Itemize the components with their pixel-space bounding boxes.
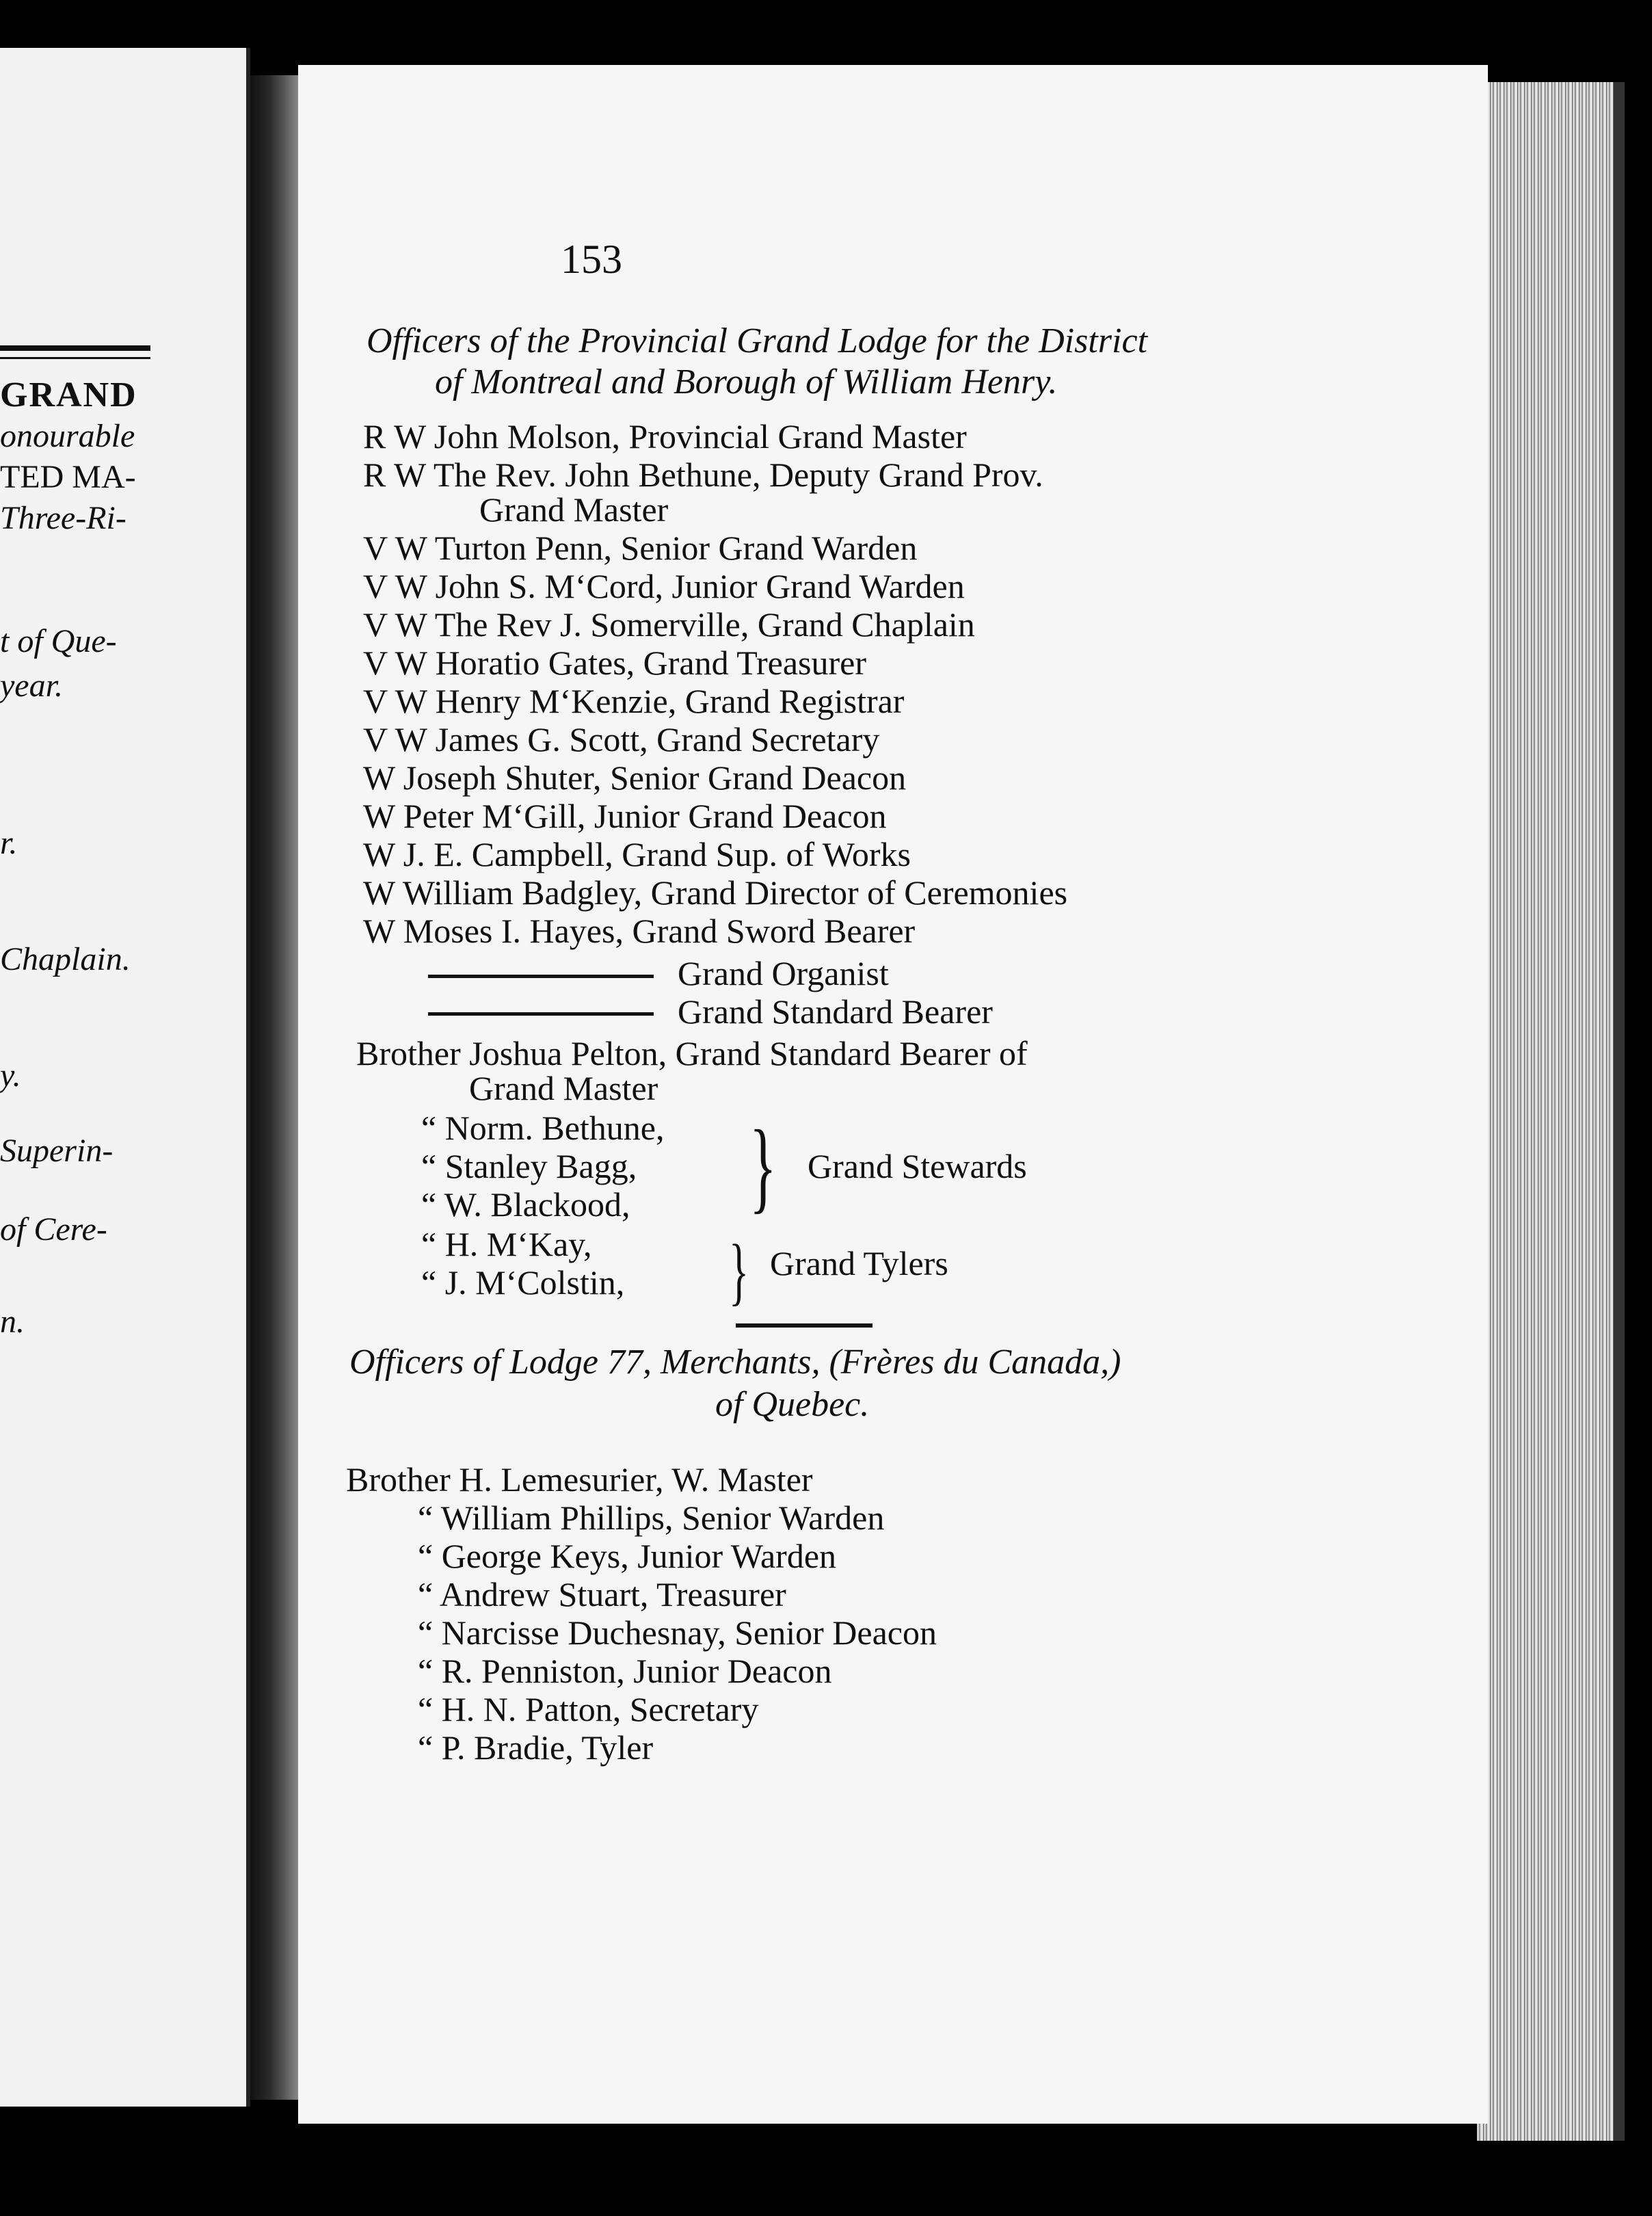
- vacant-office: Grand Organist: [678, 954, 889, 992]
- officer-line: V W Turton Penn, Senior Grand Warden: [363, 529, 918, 567]
- left-page-double-rule: [0, 345, 150, 351]
- tyler-line: “ H. M‘Kay,: [421, 1225, 592, 1263]
- officer-line: W Moses I. Hayes, Grand Sword Bearer: [363, 912, 916, 950]
- lodge-officer-line: “ Andrew Stuart, Treasurer: [418, 1575, 786, 1613]
- officer-line: W J. E. Campbell, Grand Sup. of Works: [363, 835, 911, 873]
- right-page: [298, 65, 1488, 2124]
- officer-line: W Joseph Shuter, Senior Grand Deacon: [363, 759, 907, 797]
- officer-line: V W John S. M‘Cord, Junior Grand Warden: [363, 567, 965, 605]
- left-page-line: of Cere-: [0, 1211, 107, 1248]
- lodge-officer-line: “ George Keys, Junior Warden: [418, 1537, 837, 1575]
- lodge-officer-line: “ Narcisse Duchesnay, Senior Deacon: [418, 1613, 937, 1652]
- left-page: [0, 48, 250, 2107]
- left-page-line: Three-Ri-: [0, 500, 126, 536]
- left-page-line: TED MA-: [0, 459, 136, 495]
- left-page-line: onourable: [0, 418, 135, 454]
- vacant-rule: [428, 1012, 654, 1016]
- lodge-officer-line: “ R. Penniston, Junior Deacon: [418, 1652, 832, 1690]
- page-number: 153: [561, 237, 622, 282]
- section2-heading-line1: Officers of Lodge 77, Merchants, (Frères du Canada,): [349, 1343, 1121, 1382]
- officer-line: V W The Rev J. Somerville, Grand Chaplain: [363, 605, 975, 644]
- tylers-brace: }: [729, 1229, 749, 1313]
- steward-line: “ Stanley Bagg,: [421, 1147, 637, 1185]
- section2-heading-line2: of Quebec.: [715, 1385, 870, 1424]
- officer-line: Grand Master: [479, 490, 669, 529]
- officer-line: V W Horatio Gates, Grand Treasurer: [363, 644, 866, 682]
- officer-line: R W John Molson, Provincial Grand Master: [363, 417, 967, 456]
- officer-line: W Peter M‘Gill, Junior Grand Deacon: [363, 797, 887, 835]
- brother-line: Brother Joshua Pelton, Grand Standard Bearer of: [356, 1034, 1028, 1072]
- vacant-rule: [428, 975, 654, 978]
- left-page-line: GRAND: [0, 375, 137, 414]
- left-page-line: y.: [0, 1057, 21, 1094]
- left-page-line: year.: [0, 668, 63, 704]
- steward-line: “ W. Blackood,: [421, 1185, 630, 1224]
- left-page-rule: [0, 357, 150, 359]
- left-page-line: n.: [0, 1304, 25, 1340]
- section1-heading-line1: Officers of the Provincial Grand Lodge for the District: [367, 321, 1147, 360]
- section1-heading-line2: of Montreal and Borough of William Henry.: [435, 362, 1058, 401]
- vacant-office: Grand Standard Bearer: [678, 992, 993, 1031]
- left-page-line: r.: [0, 825, 18, 861]
- book-gutter: [250, 75, 298, 2100]
- steward-line: “ Norm. Bethune,: [421, 1109, 665, 1147]
- lodge-officer-line: “ H. N. Patton, Secretary: [418, 1690, 759, 1728]
- stewards-label: Grand Stewards: [808, 1147, 1027, 1185]
- lodge-officer-line: Brother H. Lemesurier, W. Master: [346, 1460, 813, 1499]
- page-edges: [1477, 82, 1625, 2141]
- officer-line: W William Badgley, Grand Director of Ceremonies: [363, 873, 1068, 912]
- officer-line: V W Henry M‘Kenzie, Grand Registrar: [363, 682, 905, 720]
- lodge-officer-line: “ William Phillips, Senior Warden: [418, 1499, 885, 1537]
- brother-line: Grand Master: [469, 1069, 658, 1107]
- left-page-line: t of Que-: [0, 623, 117, 659]
- officer-line: R W The Rev. John Bethune, Deputy Grand Prov.: [363, 456, 1043, 494]
- tyler-line: “ J. M‘Colstin,: [421, 1263, 625, 1302]
- tylers-label: Grand Tylers: [770, 1244, 948, 1282]
- section-divider: [736, 1323, 872, 1328]
- left-page-line: Superin-: [0, 1133, 114, 1169]
- officer-line: V W James G. Scott, Grand Secretary: [363, 720, 880, 759]
- lodge-officer-line: “ P. Bradie, Tyler: [418, 1728, 654, 1767]
- left-page-line: Chaplain.: [0, 941, 131, 977]
- stewards-brace: }: [749, 1109, 777, 1223]
